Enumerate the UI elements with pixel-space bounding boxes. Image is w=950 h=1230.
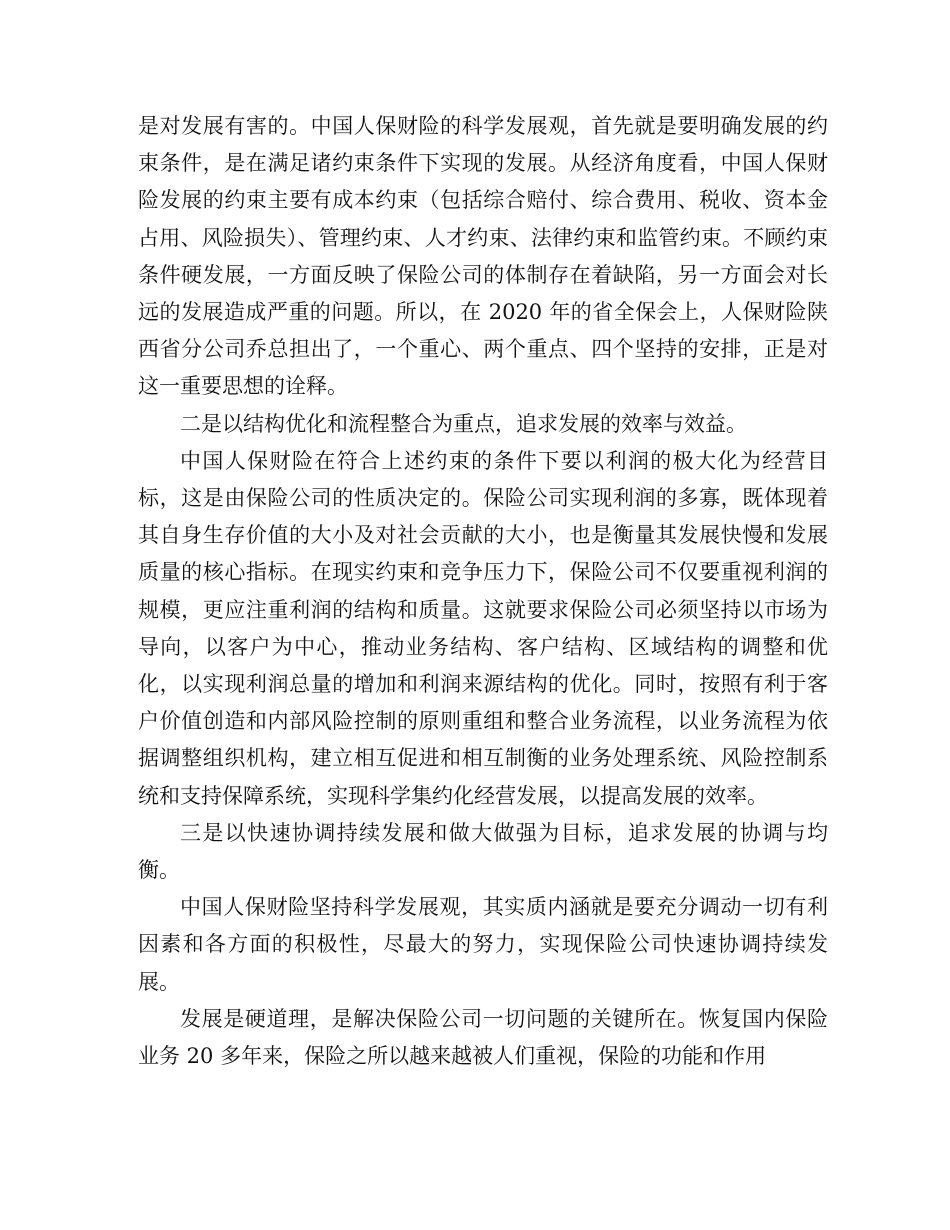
paragraph-4-heading: 三是以快速协调持续发展和做大做强为目标，追求发展的协调与均衡。	[138, 820, 828, 883]
document-page	[138, 108, 828, 1075]
paragraph-3: 中国人保财险在符合上述约束的条件下要以利润的极大化为经营目标，这是由保险公司的性质决定的。保险公司实现利润的多寡，既体现着其自身生存价值的大小及对社会贡献的大小，也是衡量其发展快慢和发展质量的核心指标。在现实约束和竞争压力下，保险公司不仅要重视利润的规模，更应注重利润的结构和质量。这就要求保险公司必须坚持以市场为导向，以客户为中心，推动业务结构、客户结构、区域结构的调整和优化，以实现利润总量的增加和利润来源结构的优化。同时，按照有利于客户价值创造和内部风险控制的原则重组和整合业务流程，以业务流程为依据调整组织机构，建立相互促进和相互制衡的业务处理系统、风险控制系统和支持保障系统，实现科学集约化经营发展，以提高发展的效率。	[138, 448, 828, 808]
paragraph-2-heading: 二是以结构优化和流程整合为重点，追求发展的效率与效益。	[180, 411, 747, 436]
paragraph-1: 是对发展有害的。中国人保财险的科学发展观，首先就是要明确发展的约束条件，是在满足诸约束条件下实现的发展。从经济角度看，中国人保财险发展的约束主要有成本约束（包括综合赔付、综合费用、税收、资本金占用、风险损失）、管理约束、人才约束、法律约束和监管约束。不顾约束条件硬发展，一方面反映了保险公司的体制存在着缺陷，另一方面会对长远的发展造成严重的问题。所以，在 2020 年的省全保会上，人保财险陕西省分公司乔总担出了，一个重心、两个重点、四个坚持的安排，正是对这一重要思想的诠释。	[138, 114, 828, 399]
paragraph-5: 中国人保财险坚持科学发展观，其实质内涵就是要充分调动一切有利因素和各方面的积极性，尽最大的努力，实现保险公司快速协调持续发展。	[138, 895, 828, 994]
paragraph-6: 发展是硬道理，是解决保险公司一切问题的关键所在。恢复国内保险业务 20 多年来，保险之所以越来越被人们重视，保险的功能和作用	[138, 1006, 828, 1069]
